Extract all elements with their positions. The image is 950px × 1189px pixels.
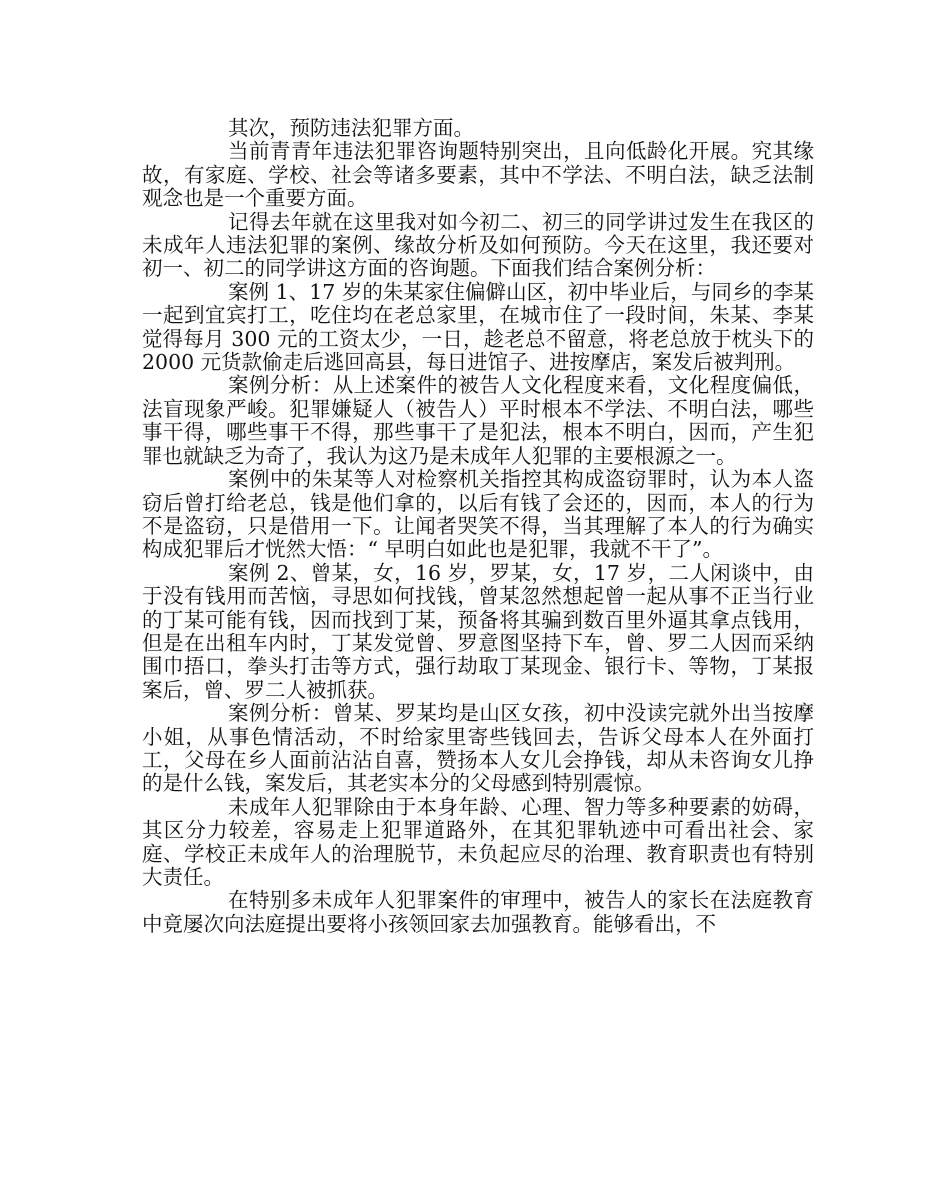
paragraph-case-1-followup: 案例中的朱某等人对检察机关指控其构成盗窃罪时，认为本人盗窃后曾打给老总，钱是他们拿的，以后有钱了会还的，因而，本人的行为不是盗窃，只是借用一下。让闻者哭笑不得，当其理解了本人的行为确实构成犯罪后才恍然大悟：“ 早明白如此也是犯罪，我就不干了”。	[142, 467, 814, 562]
paragraph-trial-observation: 在特别多未成年人犯罪案件的审理中，被告人的家长在法庭教育中竟屡次向法庭提出要将小孩领回家去加强教育。能够看出，不	[142, 888, 814, 936]
document-body	[142, 117, 814, 936]
paragraph-case-2-analysis: 案例分析：曾某、罗某均是山区女孩，初中没读完就外出当按摩小姐，从事色情活动，不时给家里寄些钱回去，告诉父母本人在外面打工，父母在乡人面前沾沾自喜，赞扬本人女儿会挣钱，却从未咨询女儿挣的是什么钱，案发后，其老实本分的父母感到特别震惊。	[142, 701, 814, 796]
paragraph-causes: 未成年人犯罪除由于本身年龄、心理、智力等多种要素的妨碍，其区分力较差，容易走上犯罪道路外，在其犯罪轨迹中可看出社会、家庭、学校正未成年人的治理脱节，未负起应尽的治理、教育职责也有特别大责任。	[142, 794, 814, 889]
paragraph-case-2: 案例 2、曾某，女，16 岁，罗某，女，17 岁，二人闲谈中，由于没有钱用而苦恼，寻思如何找钱，曾某忽然想起曾一起从事不正当行业的丁某可能有钱，因而找到丁某，预备将其骗到数百里外逼其拿点钱用，但是在出租车内时，丁某发觉曾、罗意图坚持下车，曾、罗二人因而采纳围巾捂口，拳头打击等方式，强行劫取丁某现金、银行卡、等物，丁某报案后，曾、罗二人被抓获。	[142, 560, 814, 702]
paragraph-last-year-lecture: 记得去年就在这里我对如今初二、初三的同学讲过发生在我区的未成年人违法犯罪的案例、缘故分析及如何预防。今天在这里，我还要对初一、初二的同学讲这方面的咨询题。下面我们结合案例分析：	[142, 209, 814, 281]
paragraph-case-1: 案例 1、17 岁的朱某家住偏僻山区，初中毕业后，与同乡的李某一起到宜宾打工，吃住均在老总家里，在城市住了一段时间，朱某、李某觉得每月 300 元的工资太少，一日，趁老总不留意，将老总放于枕头下的 2000 元货款偷走后逃回高县，每日进馆子、进按摩店，案发后被判刑。	[142, 279, 814, 375]
paragraph-juvenile-crime-intro: 当前青青年违法犯罪咨询题特别突出，且向低龄化开展。究其缘故，有家庭、学校、社会等诸多要素，其中不学法、不明白法，缺乏法制观念也是一个重要方面。	[142, 139, 814, 211]
paragraph-prevention-heading: 其次，预防违法犯罪方面。	[228, 116, 474, 140]
paragraph-case-1-analysis: 案例分析：从上述案件的被告人文化程度来看，文化程度偏低，法盲现象严峻。犯罪嫌疑人（被告人）平时根本不学法、不明白法，哪些事干得，哪些事干不得，那些事干了是犯法，根本不明白，因而，产生犯罪也就缺乏为奇了，我认为这乃是未成年人犯罪的主要根源之一。	[142, 373, 814, 468]
